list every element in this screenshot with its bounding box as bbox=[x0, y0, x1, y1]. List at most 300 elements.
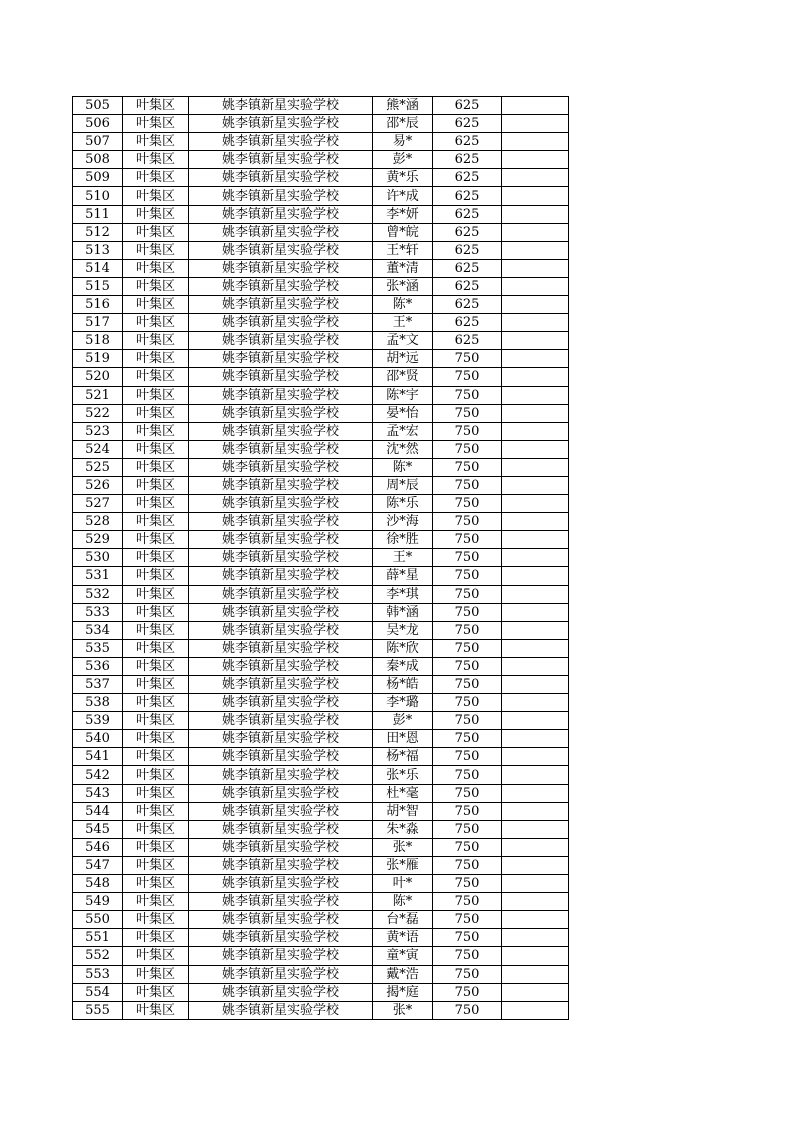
school-cell: 姚李镇新星实验学校 bbox=[189, 621, 373, 639]
table-row bbox=[73, 748, 569, 766]
amount-cell: 750 bbox=[433, 730, 502, 748]
school-cell: 姚李镇新星实验学校 bbox=[189, 169, 373, 187]
table-row bbox=[73, 911, 569, 929]
name-cell: 杜*毫 bbox=[373, 784, 433, 802]
remark-cell bbox=[502, 133, 569, 151]
remark-cell bbox=[502, 875, 569, 893]
table-row bbox=[73, 386, 569, 404]
school-cell: 姚李镇新星实验学校 bbox=[189, 549, 373, 567]
remark-cell bbox=[502, 440, 569, 458]
district-cell: 叶集区 bbox=[123, 965, 189, 983]
amount-cell: 750 bbox=[433, 694, 502, 712]
district-cell: 叶集区 bbox=[123, 856, 189, 874]
table-row bbox=[73, 730, 569, 748]
remark-cell bbox=[502, 259, 569, 277]
district-cell: 叶集区 bbox=[123, 549, 189, 567]
school-cell: 姚李镇新星实验学校 bbox=[189, 585, 373, 603]
table-row bbox=[73, 314, 569, 332]
remark-cell bbox=[502, 657, 569, 675]
district-cell: 叶集区 bbox=[123, 187, 189, 205]
name-cell: 黄*乐 bbox=[373, 169, 433, 187]
table-row bbox=[73, 567, 569, 585]
row-number-cell: 547 bbox=[73, 856, 123, 874]
amount-cell: 750 bbox=[433, 911, 502, 929]
row-number-cell: 543 bbox=[73, 784, 123, 802]
school-cell: 姚李镇新星实验学校 bbox=[189, 531, 373, 549]
school-cell: 姚李镇新星实验学校 bbox=[189, 730, 373, 748]
school-cell: 姚李镇新星实验学校 bbox=[189, 929, 373, 947]
table-row bbox=[73, 422, 569, 440]
district-cell: 叶集区 bbox=[123, 676, 189, 694]
district-cell: 叶集区 bbox=[123, 531, 189, 549]
name-cell: 胡*智 bbox=[373, 802, 433, 820]
name-cell: 晏*怡 bbox=[373, 404, 433, 422]
remark-cell bbox=[502, 784, 569, 802]
district-cell: 叶集区 bbox=[123, 259, 189, 277]
name-cell: 叶* bbox=[373, 875, 433, 893]
school-cell: 姚李镇新星实验学校 bbox=[189, 115, 373, 133]
name-cell: 张* bbox=[373, 1001, 433, 1019]
row-number-cell: 505 bbox=[73, 97, 123, 115]
row-number-cell: 538 bbox=[73, 694, 123, 712]
amount-cell: 750 bbox=[433, 676, 502, 694]
remark-cell bbox=[502, 241, 569, 259]
school-cell: 姚李镇新星实验学校 bbox=[189, 603, 373, 621]
remark-cell bbox=[502, 476, 569, 494]
remark-cell bbox=[502, 856, 569, 874]
school-cell: 姚李镇新星实验学校 bbox=[189, 386, 373, 404]
row-number-cell: 549 bbox=[73, 893, 123, 911]
name-cell: 薛*星 bbox=[373, 567, 433, 585]
row-number-cell: 533 bbox=[73, 603, 123, 621]
district-cell: 叶集区 bbox=[123, 458, 189, 476]
school-cell: 姚李镇新星实验学校 bbox=[189, 784, 373, 802]
school-cell: 姚李镇新星实验学校 bbox=[189, 875, 373, 893]
district-cell: 叶集区 bbox=[123, 1001, 189, 1019]
table-row bbox=[73, 603, 569, 621]
remark-cell bbox=[502, 296, 569, 314]
table-row bbox=[73, 97, 569, 115]
table-row bbox=[73, 875, 569, 893]
remark-cell bbox=[502, 838, 569, 856]
row-number-cell: 539 bbox=[73, 712, 123, 730]
remark-cell bbox=[502, 820, 569, 838]
school-cell: 姚李镇新星实验学校 bbox=[189, 314, 373, 332]
school-cell: 姚李镇新星实验学校 bbox=[189, 965, 373, 983]
row-number-cell: 555 bbox=[73, 1001, 123, 1019]
amount-cell: 750 bbox=[433, 657, 502, 675]
remark-cell bbox=[502, 277, 569, 295]
row-number-cell: 514 bbox=[73, 259, 123, 277]
school-cell: 姚李镇新星实验学校 bbox=[189, 1001, 373, 1019]
district-cell: 叶集区 bbox=[123, 169, 189, 187]
name-cell: 胡*远 bbox=[373, 350, 433, 368]
amount-cell: 750 bbox=[433, 838, 502, 856]
row-number-cell: 535 bbox=[73, 639, 123, 657]
row-number-cell: 511 bbox=[73, 205, 123, 223]
amount-cell: 750 bbox=[433, 513, 502, 531]
remark-cell bbox=[502, 893, 569, 911]
amount-cell: 625 bbox=[433, 169, 502, 187]
name-cell: 张*乐 bbox=[373, 766, 433, 784]
remark-cell bbox=[502, 567, 569, 585]
table-row bbox=[73, 947, 569, 965]
amount-cell: 625 bbox=[433, 314, 502, 332]
row-number-cell: 529 bbox=[73, 531, 123, 549]
amount-cell: 750 bbox=[433, 766, 502, 784]
amount-cell: 750 bbox=[433, 585, 502, 603]
district-cell: 叶集区 bbox=[123, 115, 189, 133]
table-row bbox=[73, 296, 569, 314]
name-cell: 田*恩 bbox=[373, 730, 433, 748]
district-cell: 叶集区 bbox=[123, 694, 189, 712]
school-cell: 姚李镇新星实验学校 bbox=[189, 802, 373, 820]
remark-cell bbox=[502, 712, 569, 730]
district-cell: 叶集区 bbox=[123, 766, 189, 784]
row-number-cell: 532 bbox=[73, 585, 123, 603]
remark-cell bbox=[502, 549, 569, 567]
row-number-cell: 518 bbox=[73, 332, 123, 350]
remark-cell bbox=[502, 748, 569, 766]
row-number-cell: 531 bbox=[73, 567, 123, 585]
name-cell: 周*辰 bbox=[373, 476, 433, 494]
amount-cell: 750 bbox=[433, 947, 502, 965]
row-number-cell: 548 bbox=[73, 875, 123, 893]
row-number-cell: 542 bbox=[73, 766, 123, 784]
amount-cell: 625 bbox=[433, 277, 502, 295]
remark-cell bbox=[502, 585, 569, 603]
district-cell: 叶集区 bbox=[123, 802, 189, 820]
name-cell: 许*成 bbox=[373, 187, 433, 205]
district-cell: 叶集区 bbox=[123, 513, 189, 531]
remark-cell bbox=[502, 332, 569, 350]
district-cell: 叶集区 bbox=[123, 820, 189, 838]
school-cell: 姚李镇新星实验学校 bbox=[189, 458, 373, 476]
district-cell: 叶集区 bbox=[123, 440, 189, 458]
table-row bbox=[73, 458, 569, 476]
name-cell: 孟*文 bbox=[373, 332, 433, 350]
table-row bbox=[73, 133, 569, 151]
table-row bbox=[73, 513, 569, 531]
district-cell: 叶集区 bbox=[123, 495, 189, 513]
amount-cell: 750 bbox=[433, 820, 502, 838]
table-row bbox=[73, 531, 569, 549]
table-row bbox=[73, 820, 569, 838]
remark-cell bbox=[502, 802, 569, 820]
amount-cell: 625 bbox=[433, 115, 502, 133]
name-cell: 陈*宇 bbox=[373, 386, 433, 404]
table-row bbox=[73, 929, 569, 947]
table-row bbox=[73, 621, 569, 639]
name-cell: 孟*宏 bbox=[373, 422, 433, 440]
school-cell: 姚李镇新星实验学校 bbox=[189, 983, 373, 1001]
amount-cell: 625 bbox=[433, 133, 502, 151]
amount-cell: 625 bbox=[433, 187, 502, 205]
table-row bbox=[73, 223, 569, 241]
district-cell: 叶集区 bbox=[123, 368, 189, 386]
amount-cell: 750 bbox=[433, 440, 502, 458]
amount-cell: 750 bbox=[433, 875, 502, 893]
table-row bbox=[73, 712, 569, 730]
name-cell: 邵*贤 bbox=[373, 368, 433, 386]
row-number-cell: 541 bbox=[73, 748, 123, 766]
row-number-cell: 507 bbox=[73, 133, 123, 151]
district-cell: 叶集区 bbox=[123, 350, 189, 368]
table-row bbox=[73, 332, 569, 350]
row-number-cell: 526 bbox=[73, 476, 123, 494]
school-cell: 姚李镇新星实验学校 bbox=[189, 856, 373, 874]
table-row bbox=[73, 676, 569, 694]
row-number-cell: 540 bbox=[73, 730, 123, 748]
district-cell: 叶集区 bbox=[123, 639, 189, 657]
table-row bbox=[73, 404, 569, 422]
amount-cell: 750 bbox=[433, 404, 502, 422]
school-cell: 姚李镇新星实验学校 bbox=[189, 513, 373, 531]
row-number-cell: 550 bbox=[73, 911, 123, 929]
table-row bbox=[73, 259, 569, 277]
table-row bbox=[73, 169, 569, 187]
name-cell: 戴*浩 bbox=[373, 965, 433, 983]
district-cell: 叶集区 bbox=[123, 621, 189, 639]
remark-cell bbox=[502, 187, 569, 205]
district-cell: 叶集区 bbox=[123, 97, 189, 115]
name-cell: 张* bbox=[373, 838, 433, 856]
name-cell: 李*璐 bbox=[373, 694, 433, 712]
table-row bbox=[73, 838, 569, 856]
remark-cell bbox=[502, 513, 569, 531]
table-row bbox=[73, 856, 569, 874]
amount-cell: 750 bbox=[433, 621, 502, 639]
row-number-cell: 530 bbox=[73, 549, 123, 567]
school-cell: 姚李镇新星实验学校 bbox=[189, 133, 373, 151]
row-number-cell: 509 bbox=[73, 169, 123, 187]
row-number-cell: 506 bbox=[73, 115, 123, 133]
amount-cell: 750 bbox=[433, 983, 502, 1001]
amount-cell: 625 bbox=[433, 97, 502, 115]
table-row bbox=[73, 639, 569, 657]
table-row bbox=[73, 187, 569, 205]
district-cell: 叶集区 bbox=[123, 151, 189, 169]
school-cell: 姚李镇新星实验学校 bbox=[189, 694, 373, 712]
amount-cell: 750 bbox=[433, 965, 502, 983]
district-cell: 叶集区 bbox=[123, 983, 189, 1001]
district-cell: 叶集区 bbox=[123, 296, 189, 314]
name-cell: 李*妍 bbox=[373, 205, 433, 223]
name-cell: 陈*欣 bbox=[373, 639, 433, 657]
row-number-cell: 536 bbox=[73, 657, 123, 675]
row-number-cell: 537 bbox=[73, 676, 123, 694]
name-cell: 易* bbox=[373, 133, 433, 151]
district-cell: 叶集区 bbox=[123, 133, 189, 151]
school-cell: 姚李镇新星实验学校 bbox=[189, 151, 373, 169]
remark-cell bbox=[502, 947, 569, 965]
row-number-cell: 521 bbox=[73, 386, 123, 404]
district-cell: 叶集区 bbox=[123, 657, 189, 675]
remark-cell bbox=[502, 766, 569, 784]
remark-cell bbox=[502, 603, 569, 621]
school-cell: 姚李镇新星实验学校 bbox=[189, 223, 373, 241]
name-cell: 沈*然 bbox=[373, 440, 433, 458]
school-cell: 姚李镇新星实验学校 bbox=[189, 495, 373, 513]
row-number-cell: 551 bbox=[73, 929, 123, 947]
data-table bbox=[72, 96, 569, 1020]
table-row bbox=[73, 495, 569, 513]
remark-cell bbox=[502, 404, 569, 422]
district-cell: 叶集区 bbox=[123, 277, 189, 295]
row-number-cell: 513 bbox=[73, 241, 123, 259]
remark-cell bbox=[502, 350, 569, 368]
district-cell: 叶集区 bbox=[123, 730, 189, 748]
row-number-cell: 517 bbox=[73, 314, 123, 332]
school-cell: 姚李镇新星实验学校 bbox=[189, 838, 373, 856]
remark-cell bbox=[502, 621, 569, 639]
school-cell: 姚李镇新星实验学校 bbox=[189, 422, 373, 440]
school-cell: 姚李镇新星实验学校 bbox=[189, 277, 373, 295]
school-cell: 姚李镇新星实验学校 bbox=[189, 639, 373, 657]
name-cell: 陈* bbox=[373, 893, 433, 911]
name-cell: 杨*皓 bbox=[373, 676, 433, 694]
row-number-cell: 552 bbox=[73, 947, 123, 965]
row-number-cell: 510 bbox=[73, 187, 123, 205]
name-cell: 黄*语 bbox=[373, 929, 433, 947]
amount-cell: 750 bbox=[433, 458, 502, 476]
district-cell: 叶集区 bbox=[123, 567, 189, 585]
school-cell: 姚李镇新星实验学校 bbox=[189, 296, 373, 314]
school-cell: 姚李镇新星实验学校 bbox=[189, 657, 373, 675]
amount-cell: 750 bbox=[433, 603, 502, 621]
school-cell: 姚李镇新星实验学校 bbox=[189, 440, 373, 458]
amount-cell: 750 bbox=[433, 350, 502, 368]
amount-cell: 625 bbox=[433, 151, 502, 169]
school-cell: 姚李镇新星实验学校 bbox=[189, 368, 373, 386]
district-cell: 叶集区 bbox=[123, 386, 189, 404]
amount-cell: 750 bbox=[433, 549, 502, 567]
district-cell: 叶集区 bbox=[123, 748, 189, 766]
name-cell: 陈* bbox=[373, 296, 433, 314]
remark-cell bbox=[502, 1001, 569, 1019]
row-number-cell: 515 bbox=[73, 277, 123, 295]
table-row bbox=[73, 784, 569, 802]
name-cell: 徐*胜 bbox=[373, 531, 433, 549]
amount-cell: 750 bbox=[433, 422, 502, 440]
district-cell: 叶集区 bbox=[123, 911, 189, 929]
district-cell: 叶集区 bbox=[123, 476, 189, 494]
row-number-cell: 544 bbox=[73, 802, 123, 820]
amount-cell: 750 bbox=[433, 495, 502, 513]
school-cell: 姚李镇新星实验学校 bbox=[189, 476, 373, 494]
amount-cell: 750 bbox=[433, 368, 502, 386]
school-cell: 姚李镇新星实验学校 bbox=[189, 766, 373, 784]
remark-cell bbox=[502, 983, 569, 1001]
school-cell: 姚李镇新星实验学校 bbox=[189, 893, 373, 911]
table-row bbox=[73, 350, 569, 368]
table-row bbox=[73, 585, 569, 603]
remark-cell bbox=[502, 368, 569, 386]
table-row bbox=[73, 965, 569, 983]
amount-cell: 750 bbox=[433, 802, 502, 820]
school-cell: 姚李镇新星实验学校 bbox=[189, 911, 373, 929]
district-cell: 叶集区 bbox=[123, 875, 189, 893]
name-cell: 秦*成 bbox=[373, 657, 433, 675]
name-cell: 陈* bbox=[373, 458, 433, 476]
table-row bbox=[73, 657, 569, 675]
row-number-cell: 546 bbox=[73, 838, 123, 856]
name-cell: 台*磊 bbox=[373, 911, 433, 929]
table-row bbox=[73, 766, 569, 784]
row-number-cell: 520 bbox=[73, 368, 123, 386]
name-cell: 王*轩 bbox=[373, 241, 433, 259]
table-row bbox=[73, 694, 569, 712]
name-cell: 吴*龙 bbox=[373, 621, 433, 639]
school-cell: 姚李镇新星实验学校 bbox=[189, 241, 373, 259]
table-row bbox=[73, 549, 569, 567]
amount-cell: 625 bbox=[433, 332, 502, 350]
school-cell: 姚李镇新星实验学校 bbox=[189, 820, 373, 838]
table-row bbox=[73, 151, 569, 169]
school-cell: 姚李镇新星实验学校 bbox=[189, 676, 373, 694]
amount-cell: 750 bbox=[433, 712, 502, 730]
amount-cell: 750 bbox=[433, 856, 502, 874]
remark-cell bbox=[502, 151, 569, 169]
amount-cell: 625 bbox=[433, 259, 502, 277]
district-cell: 叶集区 bbox=[123, 422, 189, 440]
table-row bbox=[73, 440, 569, 458]
remark-cell bbox=[502, 458, 569, 476]
amount-cell: 625 bbox=[433, 223, 502, 241]
row-number-cell: 553 bbox=[73, 965, 123, 983]
amount-cell: 625 bbox=[433, 241, 502, 259]
school-cell: 姚李镇新星实验学校 bbox=[189, 947, 373, 965]
school-cell: 姚李镇新星实验学校 bbox=[189, 205, 373, 223]
row-number-cell: 525 bbox=[73, 458, 123, 476]
name-cell: 曾*皖 bbox=[373, 223, 433, 241]
remark-cell bbox=[502, 422, 569, 440]
remark-cell bbox=[502, 169, 569, 187]
remark-cell bbox=[502, 965, 569, 983]
amount-cell: 750 bbox=[433, 639, 502, 657]
remark-cell bbox=[502, 676, 569, 694]
remark-cell bbox=[502, 531, 569, 549]
district-cell: 叶集区 bbox=[123, 332, 189, 350]
amount-cell: 750 bbox=[433, 784, 502, 802]
remark-cell bbox=[502, 694, 569, 712]
remark-cell bbox=[502, 495, 569, 513]
district-cell: 叶集区 bbox=[123, 838, 189, 856]
amount-cell: 750 bbox=[433, 476, 502, 494]
name-cell: 陈*乐 bbox=[373, 495, 433, 513]
school-cell: 姚李镇新星实验学校 bbox=[189, 404, 373, 422]
district-cell: 叶集区 bbox=[123, 241, 189, 259]
table-row bbox=[73, 368, 569, 386]
table-row bbox=[73, 983, 569, 1001]
district-cell: 叶集区 bbox=[123, 404, 189, 422]
name-cell: 张*涵 bbox=[373, 277, 433, 295]
amount-cell: 750 bbox=[433, 748, 502, 766]
table-row bbox=[73, 205, 569, 223]
name-cell: 彭* bbox=[373, 712, 433, 730]
remark-cell bbox=[502, 911, 569, 929]
district-cell: 叶集区 bbox=[123, 585, 189, 603]
row-number-cell: 516 bbox=[73, 296, 123, 314]
table-row bbox=[73, 241, 569, 259]
school-cell: 姚李镇新星实验学校 bbox=[189, 97, 373, 115]
name-cell: 张*雁 bbox=[373, 856, 433, 874]
row-number-cell: 523 bbox=[73, 422, 123, 440]
school-cell: 姚李镇新星实验学校 bbox=[189, 332, 373, 350]
table-row bbox=[73, 115, 569, 133]
amount-cell: 750 bbox=[433, 567, 502, 585]
remark-cell bbox=[502, 97, 569, 115]
